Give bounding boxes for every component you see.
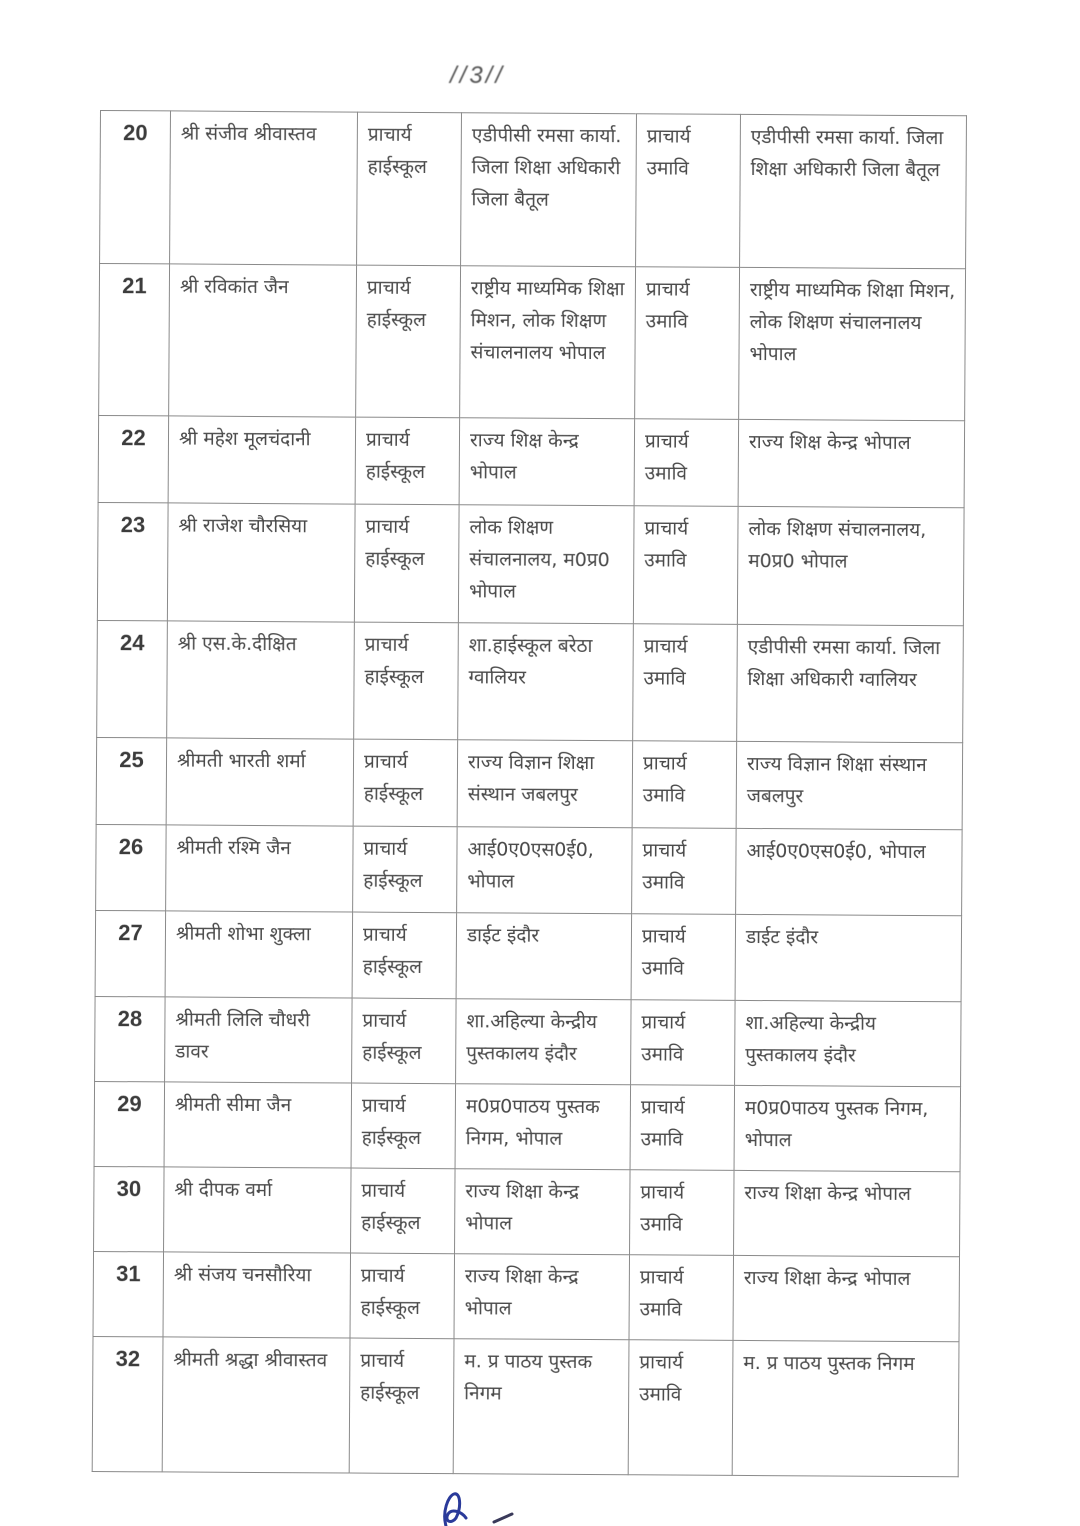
employee-name: श्री संजीव श्रीवास्तव xyxy=(170,111,358,265)
current-place: शा.हाईस्कूल बरेठा ग्वालियर xyxy=(458,623,634,741)
post-line: प्राचार्य xyxy=(365,428,410,451)
new-post xyxy=(631,1000,736,1086)
current-post xyxy=(351,1083,456,1169)
post-line: उमावि xyxy=(641,957,685,980)
current-post xyxy=(356,265,461,418)
current-post xyxy=(351,1168,456,1254)
table-row xyxy=(98,415,965,507)
post-line: हाईस्कूल xyxy=(365,547,425,570)
post-line: प्राचार्य xyxy=(362,923,407,946)
new-post xyxy=(636,114,741,268)
new-place: राष्ट्रीय माध्यमिक शिक्षा मिशन, लोक शिक्षण संचालनालय भोपाल xyxy=(739,267,966,420)
employee-name: श्री एस.के.दीक्षित xyxy=(167,621,355,739)
current-place: राष्ट्रीय माध्यमिक शिक्षा मिशन, लोक शिक्षण संचालनालय भोपाल xyxy=(460,266,636,419)
current-place: लोक शिक्षण संचालनालय, म0प्र0 भोपाल xyxy=(458,505,634,624)
post-line: प्राचार्य xyxy=(641,1011,686,1034)
employee-name: श्री संजय चनसौरिया xyxy=(163,1252,351,1338)
post-line: हाईस्कूल xyxy=(367,155,427,178)
signature-mark xyxy=(436,1492,526,1526)
new-place: म. प्र पाठय पुस्तक निगम xyxy=(732,1340,959,1476)
current-post xyxy=(357,112,462,266)
new-post xyxy=(630,1170,735,1256)
post-line: प्राचार्य xyxy=(360,1349,405,1372)
employee-name: श्रीमती लिलि चौधरी डावर xyxy=(165,997,353,1083)
employee-name: श्रीमती सीमा जैन xyxy=(164,1082,352,1168)
post-line: प्राचार्य xyxy=(644,430,689,453)
post-line: प्राचार्य xyxy=(640,1096,685,1119)
current-post xyxy=(353,826,458,913)
current-post xyxy=(354,622,459,740)
serial-number: 27 xyxy=(95,910,166,996)
new-post xyxy=(634,419,739,507)
current-place: राज्य शिक्षा केन्द्र भोपाल xyxy=(454,1254,630,1340)
post-line: प्राचार्य xyxy=(365,515,410,538)
table-row xyxy=(99,264,966,421)
new-post xyxy=(635,267,740,420)
new-place: राज्य शिक्ष केन्द्र भोपाल xyxy=(738,419,965,507)
post-line: उमावि xyxy=(642,784,686,807)
current-place: डाईट इंदौर xyxy=(456,913,632,1000)
table-row xyxy=(100,111,967,269)
post-line: हाईस्कूल xyxy=(360,1381,420,1404)
new-post xyxy=(633,624,738,742)
post-line: हाईस्कूल xyxy=(366,308,427,331)
post-line: प्राचार्य xyxy=(641,925,686,948)
new-post xyxy=(632,741,737,829)
new-place: एडीपीसी रमसा कार्या. जिला शिक्षा अधिकारी जिला बैतूल xyxy=(740,114,967,268)
post-line: हाईस्कूल xyxy=(361,1126,422,1149)
table-row xyxy=(95,910,962,1001)
post-line: उमावि xyxy=(640,1213,683,1236)
table-row xyxy=(93,1251,960,1341)
post-line: प्राचार्य xyxy=(644,517,689,540)
post-line: प्राचार्य xyxy=(364,633,409,656)
current-post xyxy=(354,504,459,623)
current-post xyxy=(353,739,458,827)
post-line: प्राचार्य xyxy=(640,1181,685,1204)
current-place: शा.अहिल्या केन्द्रीय पुस्तकालय इंदौर xyxy=(456,999,632,1085)
current-post xyxy=(352,998,457,1084)
post-line: प्राचार्य xyxy=(639,1266,684,1289)
post-line: उमावि xyxy=(642,871,685,894)
serial-number: 21 xyxy=(99,264,170,416)
serial-number: 30 xyxy=(94,1166,165,1251)
current-post xyxy=(355,417,460,505)
serial-number: 24 xyxy=(97,620,168,737)
post-line: प्राचार्य xyxy=(361,1094,406,1117)
new-post xyxy=(628,1340,733,1476)
post-line: हाईस्कूल xyxy=(362,955,423,978)
new-place: म0प्र0पाठय पुस्तक निगम, भोपाल xyxy=(734,1085,961,1171)
post-line: प्राचार्य xyxy=(639,1351,684,1374)
current-place: आई0ए0एस0ई0, भोपाल xyxy=(457,827,633,914)
new-place: एडीपीसी रमसा कार्या. जिला शिक्षा अधिकारी ग्वालियर xyxy=(737,624,964,742)
current-place: म0प्र0पाठय पुस्तक निगम, भोपाल xyxy=(455,1084,631,1170)
post-line: प्राचार्य xyxy=(642,752,687,775)
post-line: प्राचार्य xyxy=(367,123,412,146)
employee-name: श्रीमती शोभा शुक्ला xyxy=(165,911,353,998)
current-place: राज्य विज्ञान शिक्षा संस्थान जबलपुर xyxy=(457,740,633,828)
current-place: म. प्र पाठय पुस्तक निगम xyxy=(453,1339,629,1475)
serial-number: 22 xyxy=(98,415,169,502)
post-line: प्राचार्य xyxy=(363,837,408,860)
new-place: शा.अहिल्या केन्द्रीय पुस्तकालय इंदौर xyxy=(735,1000,962,1086)
table-row xyxy=(96,737,963,829)
new-place: आई0ए0एस0ई0, भोपाल xyxy=(736,828,963,915)
post-line: प्राचार्य xyxy=(366,276,411,299)
serial-number: 20 xyxy=(100,111,171,264)
post-line: प्राचार्य xyxy=(362,1009,407,1032)
table-row xyxy=(94,1166,961,1256)
table-row xyxy=(95,996,962,1086)
new-place: राज्य शिक्षा केन्द्र भोपाल xyxy=(734,1170,961,1256)
employee-name: श्री महेश मूलचंदानी xyxy=(168,416,356,504)
table-row xyxy=(96,824,963,915)
post-line: हाईस्कूल xyxy=(362,1041,422,1064)
post-line: हाईस्कूल xyxy=(363,869,423,892)
serial-number: 32 xyxy=(92,1336,163,1471)
post-line: उमावि xyxy=(643,667,686,690)
employee-name: श्री राजेश चौरसिया xyxy=(167,503,355,622)
new-place: डाईट इंदौर xyxy=(735,914,962,1001)
table-row xyxy=(97,502,964,625)
employee-name: श्रीमती भारती शर्मा xyxy=(166,738,354,826)
new-post xyxy=(633,506,738,625)
table-row xyxy=(97,620,964,742)
post-line: उमावि xyxy=(640,1128,683,1151)
post-line: प्राचार्य xyxy=(361,1179,406,1202)
post-line: उमावि xyxy=(644,462,688,485)
current-place: राज्य शिक्षा केन्द्र भोपाल xyxy=(455,1169,631,1255)
post-line: प्राचार्य xyxy=(646,125,691,148)
serial-number: 28 xyxy=(95,996,166,1081)
new-place: राज्य विज्ञान शिक्षा संस्थान जबलपुर xyxy=(736,741,963,829)
post-line: प्राचार्य xyxy=(645,278,690,301)
serial-number: 29 xyxy=(94,1081,165,1166)
post-line: प्राचार्य xyxy=(643,635,688,658)
current-place: राज्य शिक्ष केन्द्र भोपाल xyxy=(459,418,635,506)
post-line: हाईस्कूल xyxy=(361,1211,421,1234)
employee-name: श्रीमती रश्मि जैन xyxy=(166,825,354,912)
post-line: उमावि xyxy=(641,1043,684,1066)
current-post xyxy=(350,1253,455,1339)
post-line: उमावि xyxy=(646,157,689,180)
new-post xyxy=(629,1255,734,1341)
employee-name: श्रीमती श्रद्धा श्रीवास्तव xyxy=(162,1337,350,1473)
employee-name: श्री रविकांत जैन xyxy=(169,264,357,417)
post-line: प्राचार्य xyxy=(360,1264,405,1287)
new-post xyxy=(630,1085,735,1171)
post-line: हाईस्कूल xyxy=(365,460,426,483)
post-line: हाईस्कूल xyxy=(363,782,424,805)
post-line: हाईस्कूल xyxy=(360,1296,420,1319)
page-number: //3// xyxy=(450,62,506,89)
current-post xyxy=(352,912,457,999)
new-post xyxy=(632,828,737,915)
post-line: उमावि xyxy=(639,1383,682,1406)
serial-number: 31 xyxy=(93,1251,164,1336)
post-line: उमावि xyxy=(639,1298,682,1321)
post-line: हाईस्कूल xyxy=(364,665,424,688)
employee-name: श्री दीपक वर्मा xyxy=(164,1167,352,1253)
new-post xyxy=(631,914,736,1001)
serial-number: 23 xyxy=(97,502,168,620)
post-line: प्राचार्य xyxy=(363,750,408,773)
new-place: लोक शिक्षण संचालनालय, म0प्र0 भोपाल xyxy=(737,506,964,625)
table-row xyxy=(92,1336,959,1476)
serial-number: 26 xyxy=(96,824,167,910)
post-line: उमावि xyxy=(645,310,688,333)
current-post xyxy=(349,1338,454,1474)
post-line: प्राचार्य xyxy=(642,839,687,862)
table-row xyxy=(94,1081,961,1171)
post-line: उमावि xyxy=(644,549,687,572)
serial-number: 25 xyxy=(96,737,167,824)
current-place: एडीपीसी रमसा कार्या. जिला शिक्षा अधिकारी जिला बैतूल xyxy=(461,113,637,267)
new-place: राज्य शिक्षा केन्द्र भोपाल xyxy=(733,1255,960,1341)
transfer-order-table xyxy=(92,110,967,1477)
